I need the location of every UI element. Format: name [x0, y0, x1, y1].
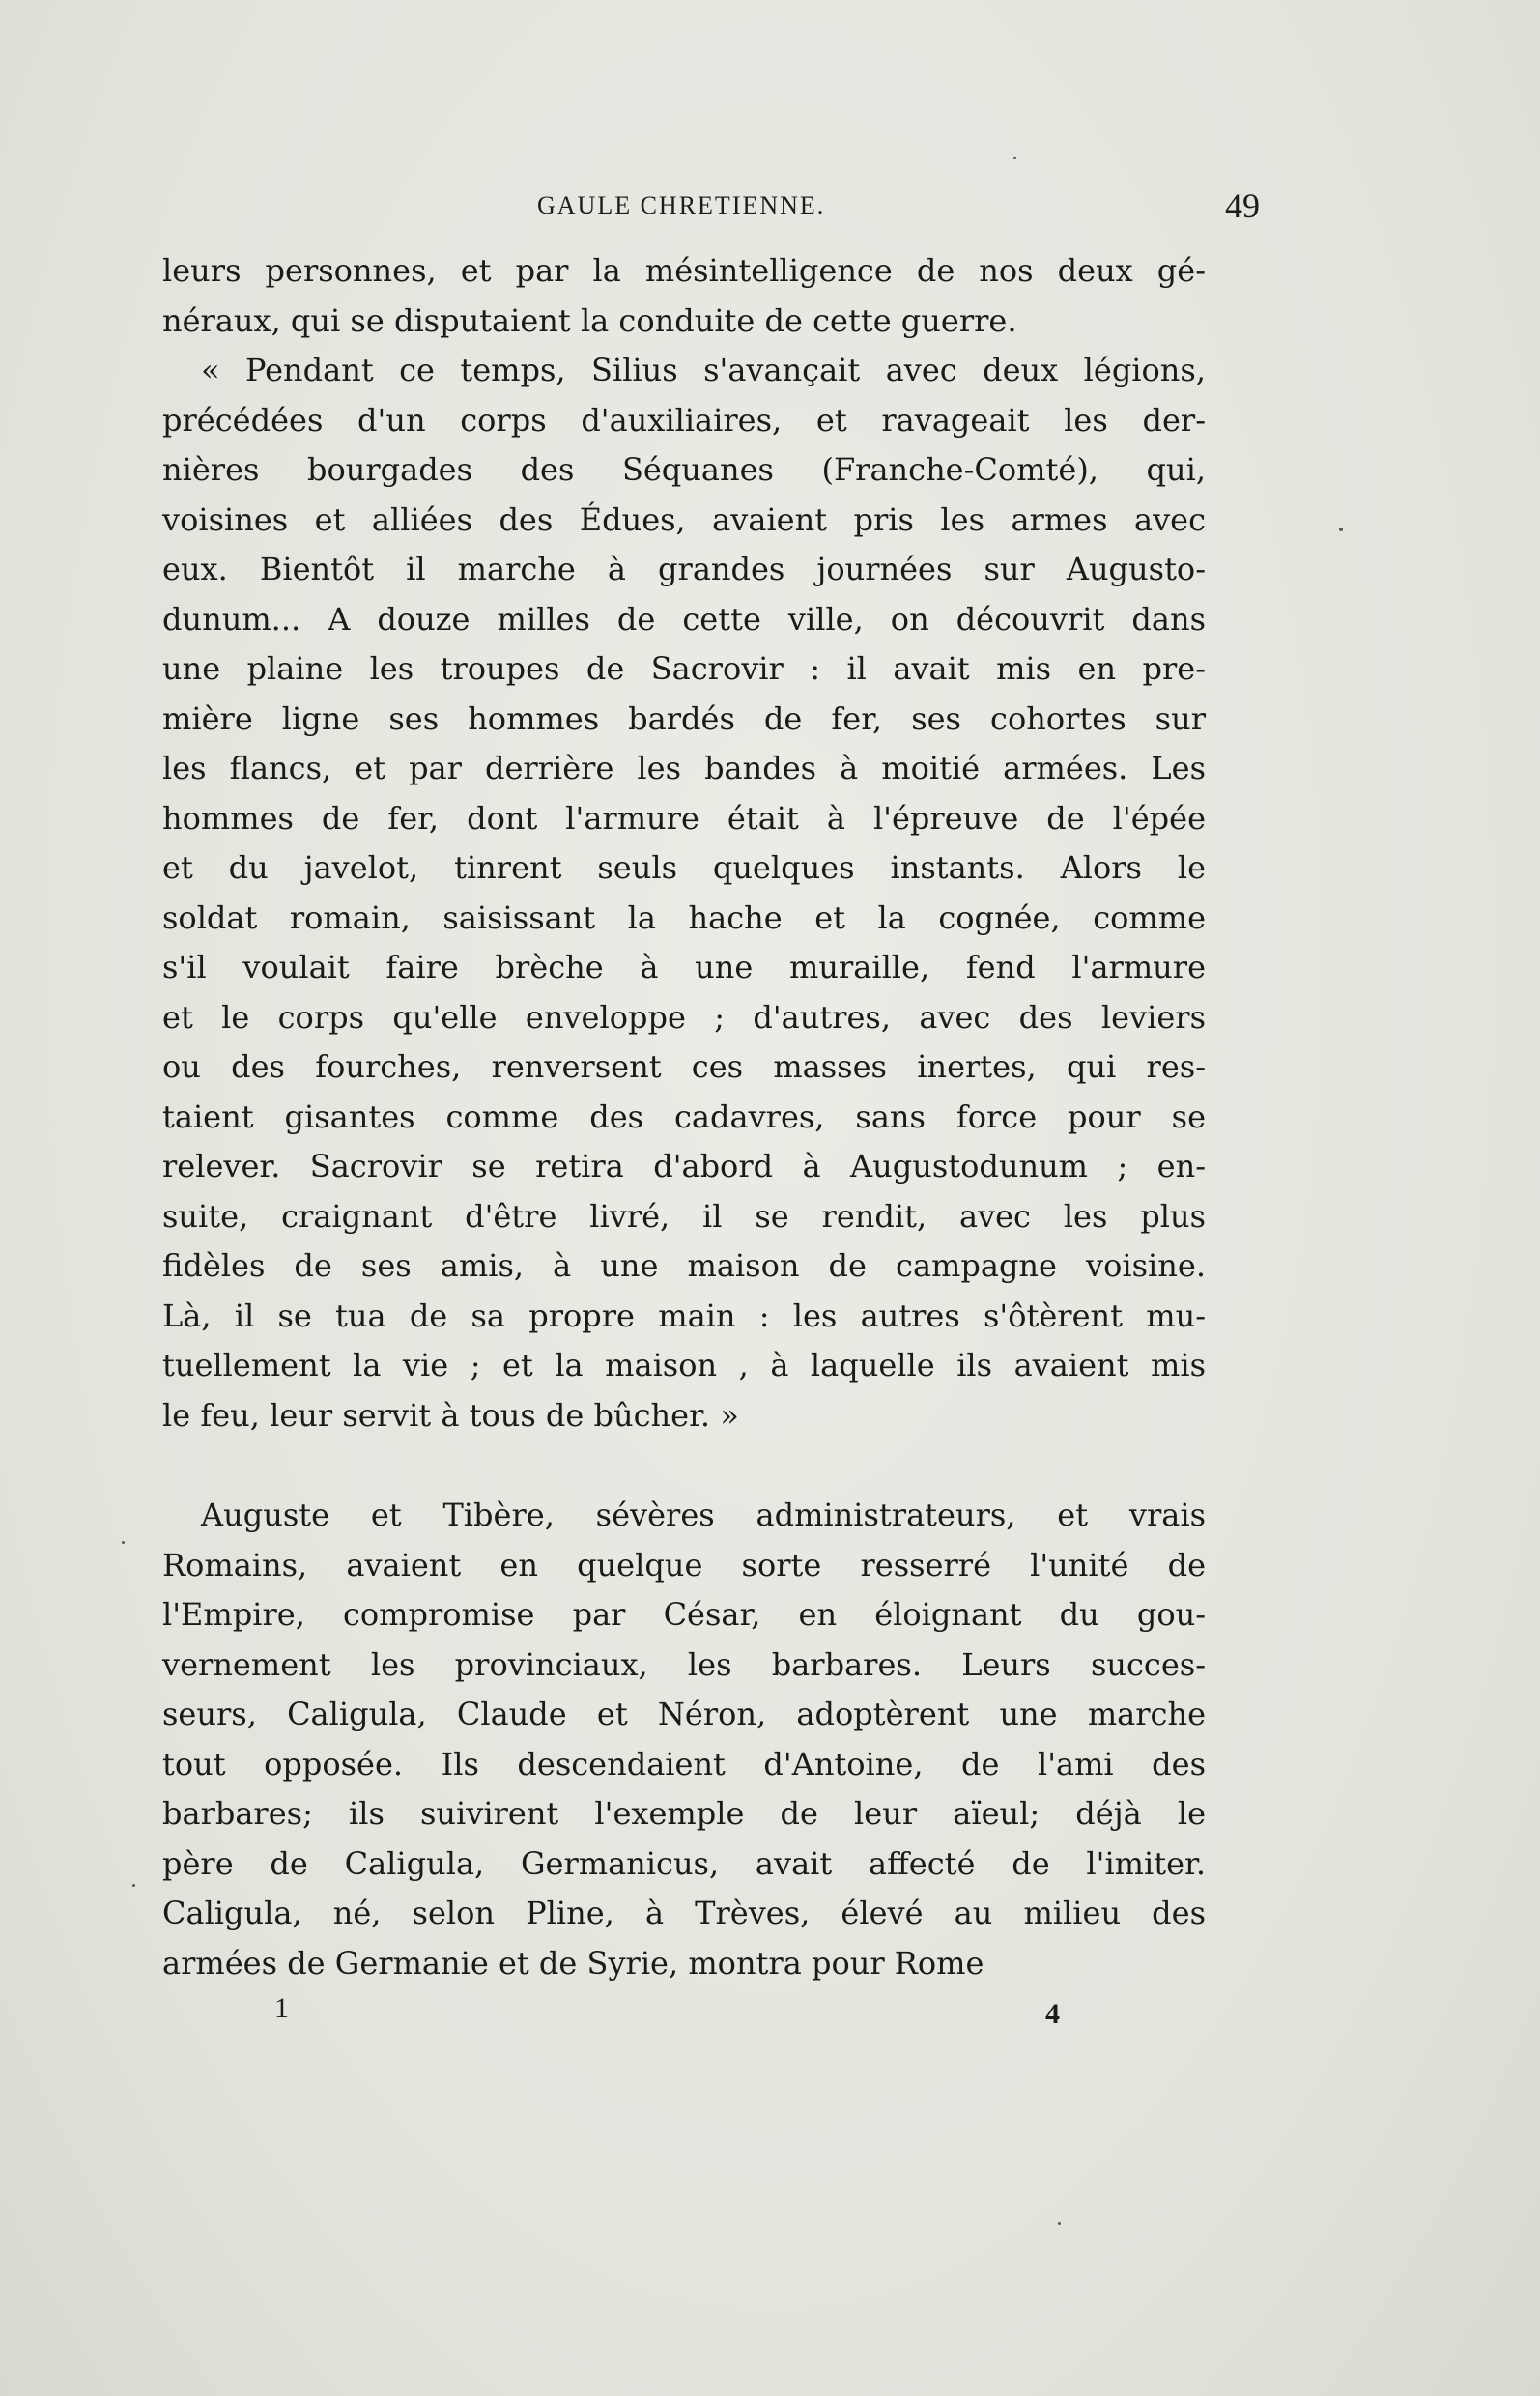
text-line: taient gisantes comme des cadavres, sans force pour se [162, 1098, 1206, 1135]
page-number: 49 [1225, 186, 1260, 225]
text-line: eux. Bientôt il marche à grandes journées sur Augusto- [162, 551, 1206, 587]
text-line: seurs, Caligula, Claude et Néron, adoptèrent une marche [162, 1696, 1206, 1732]
page-header [168, 186, 1260, 230]
text-line: voisines et alliées des Édues, avaient pris les armes avec [162, 500, 1206, 538]
text-line: Romains, avaient en quelque sorte resserré l'unité de [162, 1546, 1206, 1583]
paragraph-gap [162, 1440, 1206, 1491]
text-line: dunum... A douze milles de cette ville, on découvrit dans [162, 600, 1206, 638]
text-line: armées de Germanie et de Syrie, montra pour Rome [162, 1944, 984, 1982]
text-line: fidèles de ses amis, à une maison de campagne voisine. [162, 1247, 1206, 1284]
text-line: une plaine les troupes de Sacrovir : il avait mis en pre- [162, 650, 1206, 687]
paragraph [162, 346, 1206, 1440]
text-line: « Pendant ce temps, Silius s'avançait avec deux légions, [201, 352, 1206, 388]
text-line: les flancs, et par derrière les bandes à moitié armées. Les [162, 750, 1206, 786]
paragraph [162, 1491, 1206, 1988]
text-line: et le corps qu'elle enveloppe ; d'autres, avec des leviers [162, 998, 1206, 1036]
running-head: GAULE CHRETIENNE. [537, 191, 826, 219]
text-line: soldat romain, saisissant la hache et la cognée, comme [162, 898, 1206, 936]
text-line: Caligula, né, selon Pline, à Trèves, élevé au milieu des [162, 1895, 1206, 1931]
text-line: et du javelot, tinrent seuls quelques instants. Alors le [162, 849, 1206, 886]
text-line: père de Caligula, Germanicus, avait affecté de l'imiter. [162, 1844, 1206, 1882]
ink-speck [1058, 2222, 1061, 2225]
signature-mark-right: 4 [1045, 1998, 1060, 2030]
text-line: Là, il se tua de sa propre main : les autres s'ôtèrent mu- [162, 1297, 1206, 1334]
text-line: s'il voulait faire brèche à une muraille, fend l'armure [162, 949, 1206, 985]
text-line: mière ligne ses hommes bardés de fer, ses cohortes sur [162, 699, 1206, 737]
text-line: tuellement la vie ; et la maison , à laquelle ils avaient mis [162, 1347, 1206, 1383]
text-line: suite, craignant d'être livré, il se rendit, avec les plus [162, 1197, 1206, 1235]
signature-mark-left: 1 [274, 1992, 289, 2024]
text-line: barbares; ils suivirent l'exemple de leur aïeul; déjà le [162, 1795, 1206, 1832]
text-line: l'Empire, compromise par César, en éloignant du gou- [162, 1596, 1206, 1633]
paragraph [162, 246, 1206, 346]
text-line: hommes de fer, dont l'armure était à l'épreuve de l'épée [162, 799, 1206, 837]
text-line: précédées d'un corps d'auxiliaires, et ravageait les der- [162, 401, 1206, 439]
ink-speck [1013, 157, 1016, 159]
text-line: Auguste et Tibère, sévères administrateurs, et vrais [201, 1497, 1206, 1533]
text-line: vernement les provinciaux, les barbares. Leurs succes- [162, 1645, 1206, 1683]
ink-speck [1339, 528, 1343, 531]
text-line: tout opposée. Ils descendaient d'Antoine, de l'ami des [162, 1745, 1206, 1783]
text-line: ou des fourches, renversent ces masses inertes, qui res- [162, 1048, 1206, 1085]
ink-speck [132, 1884, 135, 1887]
text-line: néraux, qui se disputaient la conduite de cette guerre. [162, 301, 1017, 339]
text-line: leurs personnes, et par la mésintelligence de nos deux gé- [162, 252, 1206, 289]
text-line: le feu, leur servit à tous de bûcher. » [162, 1396, 739, 1434]
text-line: relever. Sacrovir se retira d'abord à Augustodunum ; en- [162, 1148, 1206, 1184]
body-text [162, 246, 1206, 1988]
text-line: nières bourgades des Séquanes (Franche-Comté), qui, [162, 451, 1206, 488]
ink-speck [122, 1541, 125, 1544]
